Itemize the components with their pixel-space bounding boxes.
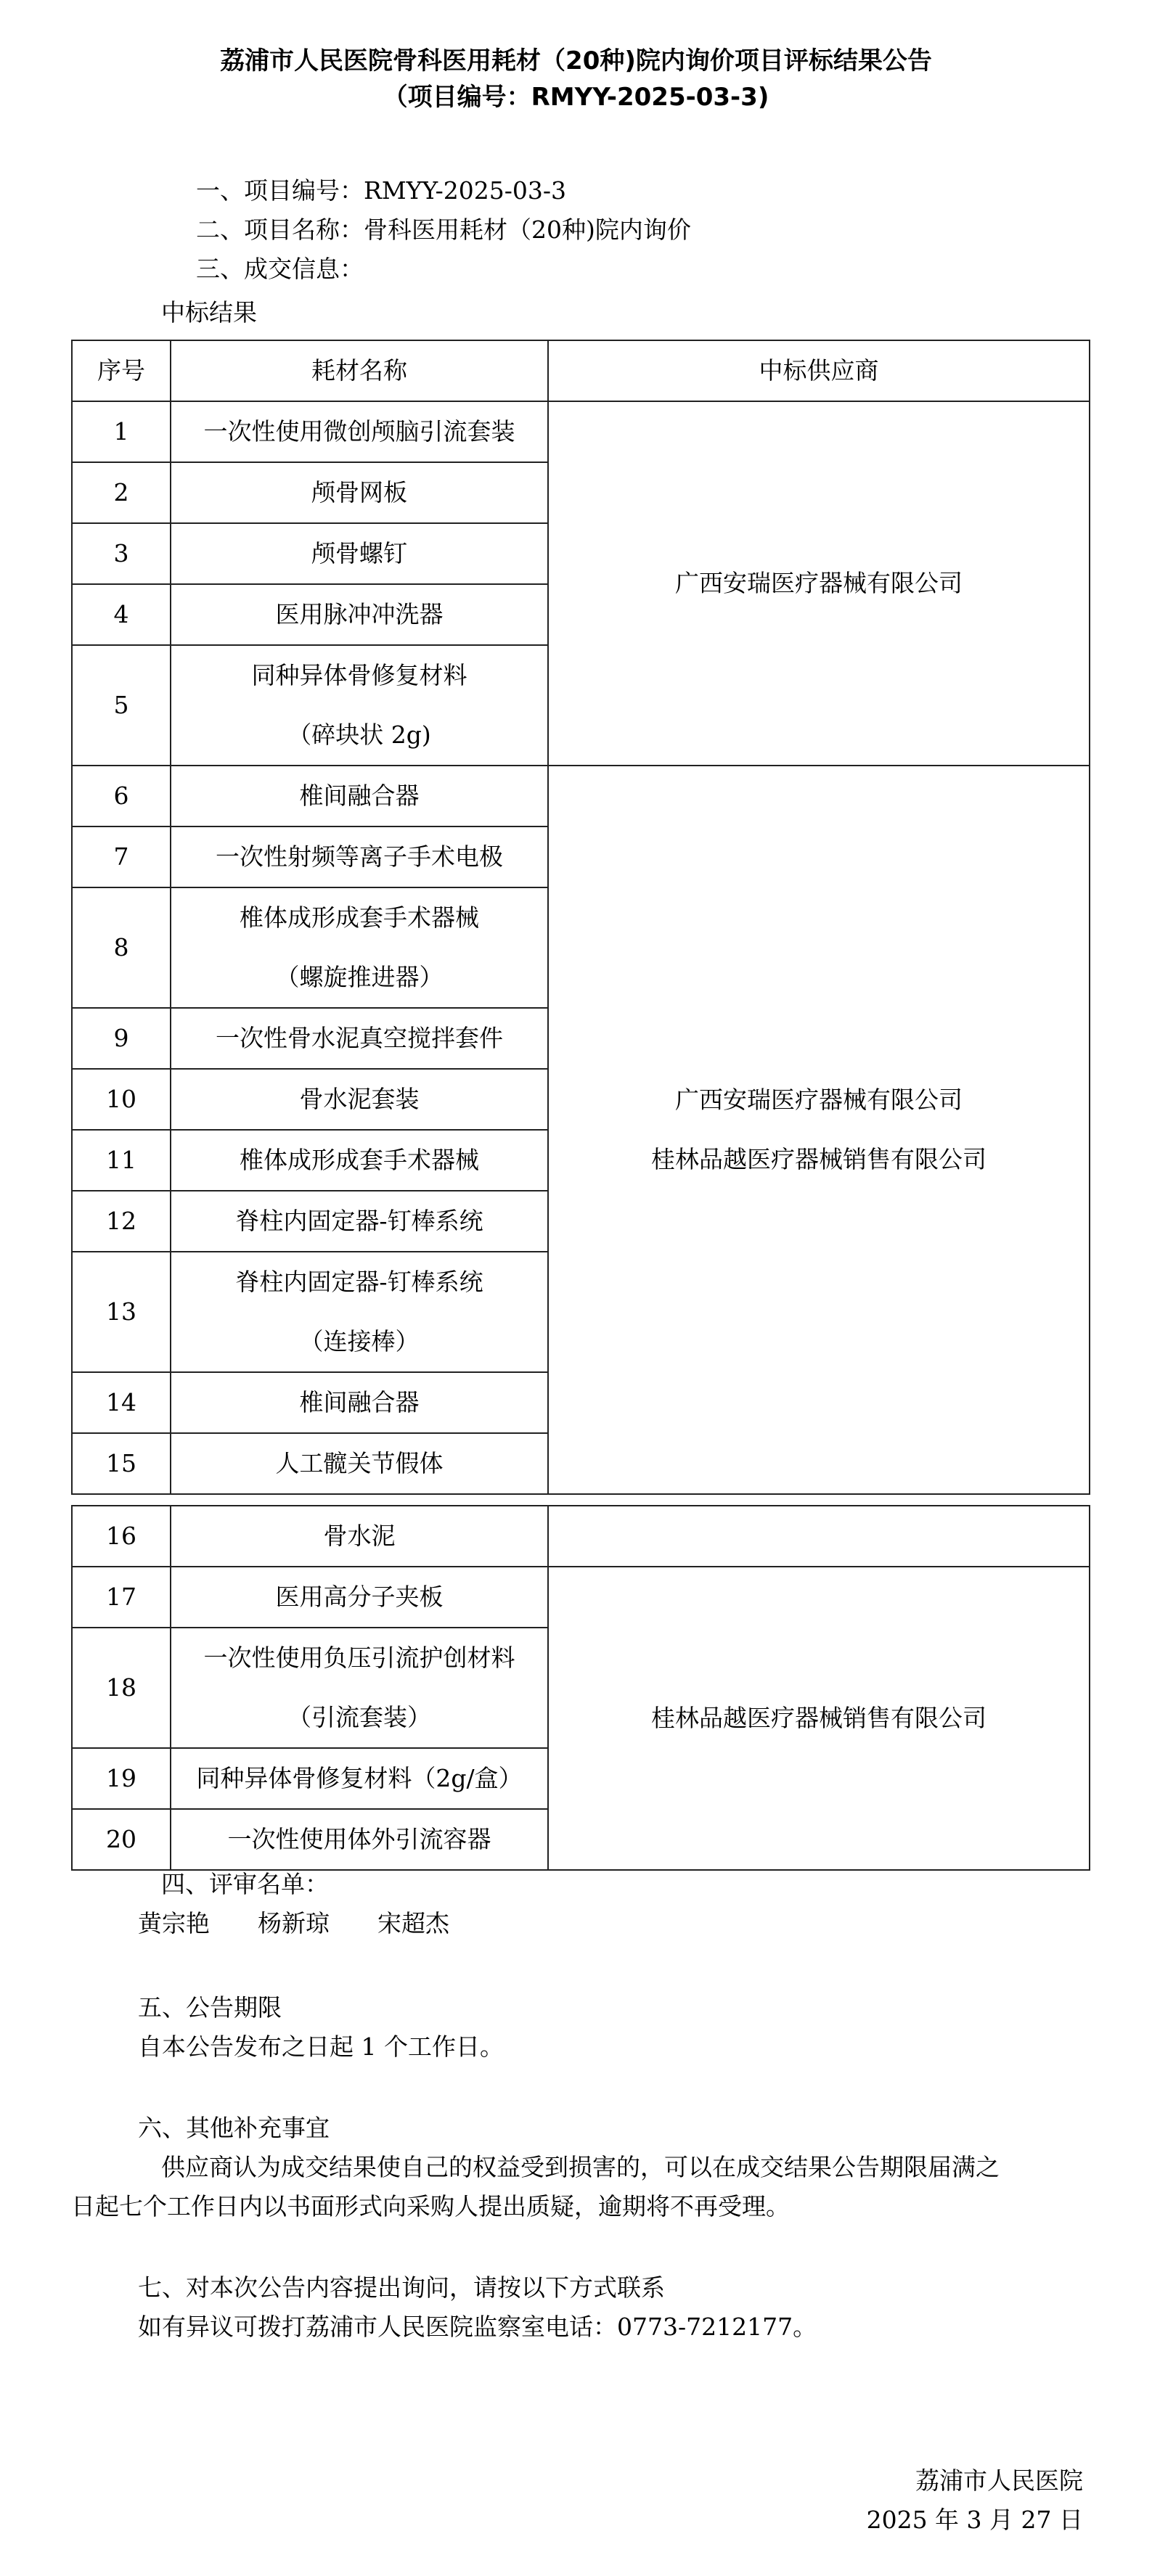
row-number: 4	[72, 584, 171, 645]
table-header-row	[72, 340, 1090, 401]
row-number: 7	[72, 826, 171, 887]
section-project-name: 二、项目名称：骨科医用耗材（20种)院内询价	[196, 216, 691, 244]
supplier-name: 桂林品越医疗器械销售有限公司	[651, 1704, 986, 1732]
item-name-line: 医用高分子夹板	[275, 1583, 444, 1611]
item-name-cell	[171, 1628, 548, 1748]
item-name-cell	[171, 1130, 548, 1191]
header-item-name: 耗材名称	[171, 340, 548, 401]
item-name-line: 医用脉冲冲洗器	[275, 600, 444, 628]
item-name-cell	[171, 462, 548, 523]
item-name-line: 椎体成形成套手术器械	[240, 1146, 479, 1174]
item-name-line: （碎块状 2g)	[287, 721, 431, 749]
item-name-cell	[171, 645, 548, 766]
item-name-line: 颅骨螺钉	[311, 539, 407, 567]
item-name-line: 椎间融合器	[299, 782, 420, 810]
row-number: 9	[72, 1008, 171, 1069]
header-supplier: 中标供应商	[548, 340, 1090, 401]
item-name-cell	[171, 1372, 548, 1433]
item-name-line: 颅骨网板	[311, 478, 407, 506]
item-name-line: 一次性使用体外引流容器	[227, 1825, 491, 1853]
row-number: 10	[72, 1069, 171, 1130]
item-name-cell	[171, 1069, 548, 1130]
row-number: 15	[72, 1433, 171, 1494]
section-other-text-line2: 日起七个工作日内以书面形式向采购人提出质疑，逾期将不再受理。	[71, 2192, 790, 2220]
row-number: 1	[72, 401, 171, 462]
row-number: 19	[72, 1748, 171, 1809]
item-name-cell	[171, 1567, 548, 1628]
supplier-cell	[548, 1567, 1090, 1870]
table-row	[72, 766, 1090, 826]
section-other-title: 六、其他补充事宜	[138, 2114, 330, 2142]
item-name-line: （连接棒）	[299, 1327, 420, 1355]
item-name-cell	[171, 1433, 548, 1494]
row-number: 12	[72, 1191, 171, 1252]
result-label: 中标结果	[161, 298, 257, 327]
supplier-name: 桂林品越医疗器械销售有限公司	[651, 1145, 986, 1173]
row-number: 3	[72, 523, 171, 584]
row-number: 14	[72, 1372, 171, 1433]
section-reviewers-names: 黄宗艳 杨新琼 宋超杰	[138, 1909, 449, 1937]
item-name-line: 一次性骨水泥真空搅拌套件	[216, 1024, 503, 1052]
row-number: 17	[72, 1567, 171, 1628]
supplier-cell	[548, 401, 1090, 766]
item-name-cell	[171, 1809, 548, 1870]
section-other-text-line1: 供应商认为成交结果使自己的权益受到损害的，可以在成交结果公告期限届满之	[161, 2153, 1000, 2181]
signature-date: 2025 年 3 月 27 日	[866, 2506, 1083, 2534]
section-contact-text: 如有异议可拨打荔浦市人民医院监察室电话：0773-7212177。	[138, 2313, 817, 2341]
document-title: 荔浦市人民医院骨科医用耗材（20种)院内询价项目评标结果公告	[220, 46, 932, 75]
item-name-line: 同种异体骨修复材料	[251, 661, 467, 689]
award-result-table-continued	[71, 1505, 1090, 1871]
item-name-line: 一次性使用微创颅脑引流套装	[203, 417, 515, 446]
row-number: 16	[72, 1506, 171, 1567]
row-number: 5	[72, 645, 171, 766]
row-number: 18	[72, 1628, 171, 1748]
item-name-line: 椎体成形成套手术器械	[240, 903, 479, 932]
row-number: 11	[72, 1130, 171, 1191]
item-name-line: 骨水泥	[323, 1522, 396, 1550]
supplier-name: 广西安瑞医疗器械有限公司	[675, 1086, 963, 1114]
item-name-cell	[171, 1748, 548, 1809]
table-row	[72, 401, 1090, 462]
section-contact-title: 七、对本次公告内容提出询问，请按以下方式联系	[138, 2273, 665, 2302]
section-deal-info: 三、成交信息：	[196, 255, 364, 283]
section-notice-period-title: 五、公告期限	[138, 1993, 282, 2022]
item-name-line: 一次性使用负压引流护创材料	[203, 1644, 515, 1672]
section-reviewers-title: 四、评审名单：	[161, 1870, 329, 1898]
row-number: 13	[72, 1252, 171, 1372]
supplier-cell	[548, 766, 1090, 1494]
item-name-line: 一次性射频等离子手术电极	[216, 842, 503, 871]
supplier-name: 广西安瑞医疗器械有限公司	[675, 569, 963, 597]
item-name-cell	[171, 401, 548, 462]
table-row	[72, 1506, 1090, 1567]
item-name-cell	[171, 1252, 548, 1372]
supplier-cell-empty	[548, 1506, 1090, 1567]
item-name-line: 人工髋关节假体	[275, 1449, 444, 1477]
header-no: 序号	[72, 340, 171, 401]
item-name-line: 脊柱内固定器-钉棒系统	[235, 1207, 483, 1235]
row-number: 2	[72, 462, 171, 523]
section-project-number: 一、项目编号：RMYY-2025-03-3	[196, 176, 567, 205]
item-name-cell	[171, 1008, 548, 1069]
project-number-subtitle: （项目编号：RMYY-2025-03-3)	[383, 83, 769, 112]
item-name-line: 骨水泥套装	[299, 1085, 420, 1113]
item-name-line: （螺旋推进器）	[275, 963, 444, 991]
item-name-line: 椎间融合器	[299, 1388, 420, 1416]
item-name-cell	[171, 584, 548, 645]
item-name-cell	[171, 523, 548, 584]
item-name-cell	[171, 766, 548, 826]
item-name-line: 同种异体骨修复材料（2g/盒）	[196, 1764, 523, 1792]
item-name-cell	[171, 1506, 548, 1567]
item-name-cell	[171, 887, 548, 1008]
row-number: 6	[72, 766, 171, 826]
row-number: 20	[72, 1809, 171, 1870]
item-name-cell	[171, 826, 548, 887]
row-number: 8	[72, 887, 171, 1008]
item-name-line: 脊柱内固定器-钉棒系统	[235, 1268, 483, 1296]
item-name-cell	[171, 1191, 548, 1252]
signature-organization: 荔浦市人民医院	[915, 2466, 1083, 2495]
section-notice-period-text: 自本公告发布之日起 1 个工作日。	[138, 2033, 504, 2061]
table-row	[72, 1567, 1090, 1628]
item-name-line: （引流套装）	[287, 1703, 431, 1731]
award-result-table	[71, 340, 1090, 1495]
